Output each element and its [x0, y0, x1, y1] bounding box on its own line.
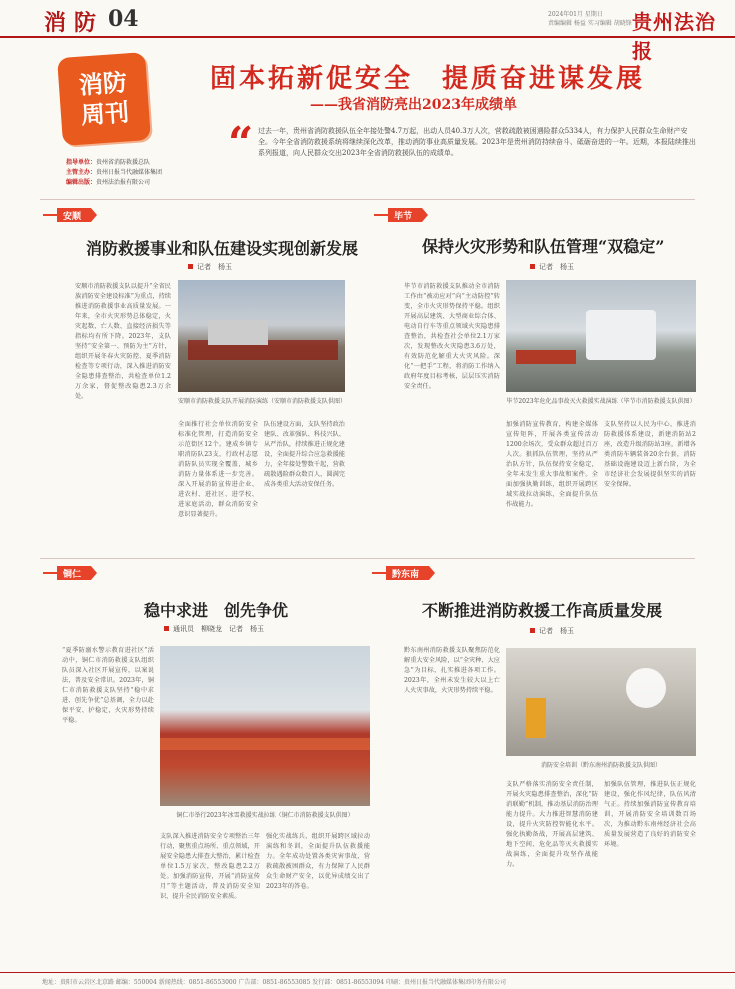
article-byline [164, 624, 264, 634]
byline-text: 通讯员 柳晓龙 记者 杨玉 [173, 625, 264, 633]
byline-marker-icon [164, 626, 169, 631]
region-tag: 毕节 [388, 208, 422, 222]
date-line: 2024年01月 星期日 [548, 11, 603, 18]
stamp-line-1: 消防 [77, 67, 128, 100]
masthead-logo: 贵州法治报 [632, 10, 716, 63]
photo-caption: 铜仁市举行2023年冰雪救援实战拉练（铜仁市消防救援支队供图） [176, 812, 354, 819]
article-title: 保持火灾形势和队伍管理“双稳定” [422, 237, 665, 256]
main-subheadline: ——我省消防亮出2023年成绩单 [310, 97, 517, 113]
main-headline: 固本拓新促安全 提质奋进谋发展 [210, 64, 646, 94]
article-column: 强化实战练兵，组织开展跨区域拉动演练和冬训，全面提升队伍救援能力。全年成功处置各类灾害事故，营救疏散被困群众，有力保障了人民群众生命财产安全，以优异成绩交出了2023年的答卷。 [266, 833, 370, 890]
section-divider [40, 199, 695, 200]
photo-caption: 安顺市消防救援支队开展消防演练（安顺市消防救援支队供图） [178, 398, 347, 405]
article-column: 黔东南州消防救援支队聚焦防范化解重大安全风险，以“全灾种、大应急”为目标，扎实推进各项工作。2023年，全州未发生较大以上亡人火灾事故，火灾形势持续平稳。 [404, 647, 500, 694]
article-column: 支队深入推进消防安全专项整治三年行动，聚焦重点场所、重点领域，开展安全隐患大排查大整治，累计检查单位1.5万家次，整改隐患2.2万处。加强消防宣传，开展“消防宣传月”等主题活动，普及消防安全知识，提升全民消防安全素质。 [160, 833, 260, 900]
article-column: 加强队伍管理，推进队伍正规化建设，强化作风纪律，队伍风清气正。持续加强消防宣传教育培训，开展消防安全培训数百场次，为推动黔东南州经济社会高质量发展营造了良好的消防安全环境。 [604, 781, 696, 848]
byline-text: 记者 杨玉 [539, 627, 574, 635]
page-footer: 地址：贵阳市云岩区北京路 邮编：550004 新闻热线：0851-86553000 广告部：0851-86553085 发行部：0851-86553094 印刷：贵州日报当代融媒体集团印务有限公司 [0, 972, 735, 989]
editor-line: 责编编辑 杨益 实习编辑 胡晓锋 [548, 20, 632, 27]
article-column: 安顺市消防救援支队以提升“全省民族消防安全建设标准”为重点，持续推进消防救援事业高质量发展。一年来，全市火灾形势总体稳定，火灾起数、亡人数、直接经济损失等指标均有所下降。2023年，支队坚持“安全第一、预防为主”方针，组织开展冬春火灾防控、夏季消防检查等专项行动，深入推进消防安全隐患排查整治，共检查单位1.2万余家，督促整改隐患2.3万余处。 [75, 283, 171, 400]
article-title: 稳中求进 创先争优 [144, 601, 289, 620]
photo-caption: 消防安全培训（黔东南州消防救援支队供图） [540, 762, 661, 769]
article-column: 队伍建设方面，支队坚持政治建队、改革强队、科技兴队、从严治队，持续推进正规化建设，全面提升综合应急救援能力，全年接处警数千起，营救疏散遇险群众数百人，圆满完成各类重大活动安保任务。 [264, 421, 345, 488]
article-byline [530, 626, 574, 636]
article-photo [160, 646, 370, 806]
region-tag: 黔东南 [386, 566, 429, 580]
credit-label: 主管主办： [66, 169, 97, 176]
credit-value: 贵州日报当代融媒体集团 [96, 169, 163, 176]
credit-label: 编辑出版： [66, 179, 97, 186]
article-title: 不断推进消防救援工作高质量发展 [422, 601, 663, 620]
byline-text: 记者 杨玉 [197, 263, 232, 271]
stamp-line-2: 周刊 [80, 97, 130, 130]
credit-value: 贵州省消防救援总队 [96, 159, 151, 166]
article-column: 全面推行社会单位消防安全标准化管理，打造消防安全示范街区12个。建成乡镇专职消防队23支，行政村志愿消防队员实现全覆盖，城乡消防力量体系进一步完善。深入开展消防宣传进企业、进农村、进社区、进学校、进家庭活动，群众消防安全意识显著提升。 [178, 421, 258, 518]
credit-label: 指导单位： [66, 159, 97, 166]
page-header [0, 0, 735, 63]
section-name: 消防 [44, 10, 105, 36]
lead-paragraph: 过去一年，贵州省消防救援队伍全年接处警4.7万起，出动人员40.3万人次，营救疏散被困遇险群众5334人，有力保护人民群众生命财产安全。今年全省消防救援系统将继续深化改革，推动消防事业高质量发展。2023年是贵州消防持续奋斗、砥砺奋进的一年。近期，本报陆续推出系列报道，向人民群众交出2023年全省消防救援队伍的成绩单。 [258, 127, 696, 157]
masthead-info [548, 10, 632, 28]
article-column: 支队严格落实消防安全责任制，开展火灾隐患排查整治，深化“防消联勤”机制，推动基层消防治理能力提升。大力推进智慧消防建设，提升火灾防控智能化水平。强化执勤备战，开展高层建筑、地下空间、危化品等灭火救援实战演练，全面提升攻坚作战能力。 [506, 781, 598, 868]
editor-credits [66, 158, 162, 188]
article-column: 加强消防宣传教育，构建全媒体宣传矩阵，开展各类宣传活动1200余场次，受众群众超过百万人次。狠抓队伍管理，坚持从严治队方针，队伍保持安全稳定，全年未发生重大事故和案件。全面加强执勤训练，组织开展跨区域实战拉动演练，全面提升队伍作战能力。 [506, 421, 598, 508]
byline-text: 记者 杨玉 [539, 263, 574, 271]
section-divider [40, 558, 695, 559]
article-byline [188, 262, 232, 272]
byline-marker-icon [188, 264, 193, 269]
fire-weekly-stamp [57, 52, 151, 146]
article-photo [506, 648, 696, 756]
article-photo [178, 280, 345, 392]
byline-marker-icon [530, 264, 535, 269]
byline-marker-icon [530, 628, 535, 633]
article-column: 毕节市消防救援支队推动全市消防工作由“被动应对”向“主动防控”转变，全市火灾形势保持平稳。组织开展高层建筑、大型商业综合体、电动自行车等重点领域火灾隐患排查整治，共检查社会单位2.1万家次，发现整改火灾隐患3.6万处，有效防范化解重大火灾风险。深化“一把手”工程，将消防工作纳入政府年度目标考核，层层压实消防安全责任。 [404, 283, 500, 390]
quote-icon: “ [228, 118, 254, 169]
article-byline [530, 262, 574, 272]
article-column: “夏季防溺水警示教育进社区”活动中，铜仁市消防救援支队组织队员深入社区开展宣传，以案说法，普及安全常识。2023年，铜仁市消防救援支队坚持“稳中求进、创先争优”总基调，全力以赴保平安、护稳定，火灾形势持续平稳。 [62, 647, 154, 724]
photo-caption: 毕节2023年危化品事故灭火救援实战演练（毕节市消防救援支队供图） [506, 398, 696, 405]
region-tag: 铜仁 [57, 566, 91, 580]
article-title: 消防救援事业和队伍建设实现创新发展 [86, 239, 359, 258]
article-photo [506, 280, 696, 392]
article-column: 支队坚持以人民为中心，推进消防救援体系建设，新建消防站2座，改造升级消防站3座，新增各类消防车辆装备20余台套，消防基础设施建设迈上新台阶，为全市经济社会发展提供坚实的消防安全保障。 [604, 421, 696, 488]
region-tag: 安顺 [57, 208, 91, 222]
page-number: 04 [108, 6, 139, 32]
credit-value: 贵州法治报有限公司 [96, 179, 151, 186]
